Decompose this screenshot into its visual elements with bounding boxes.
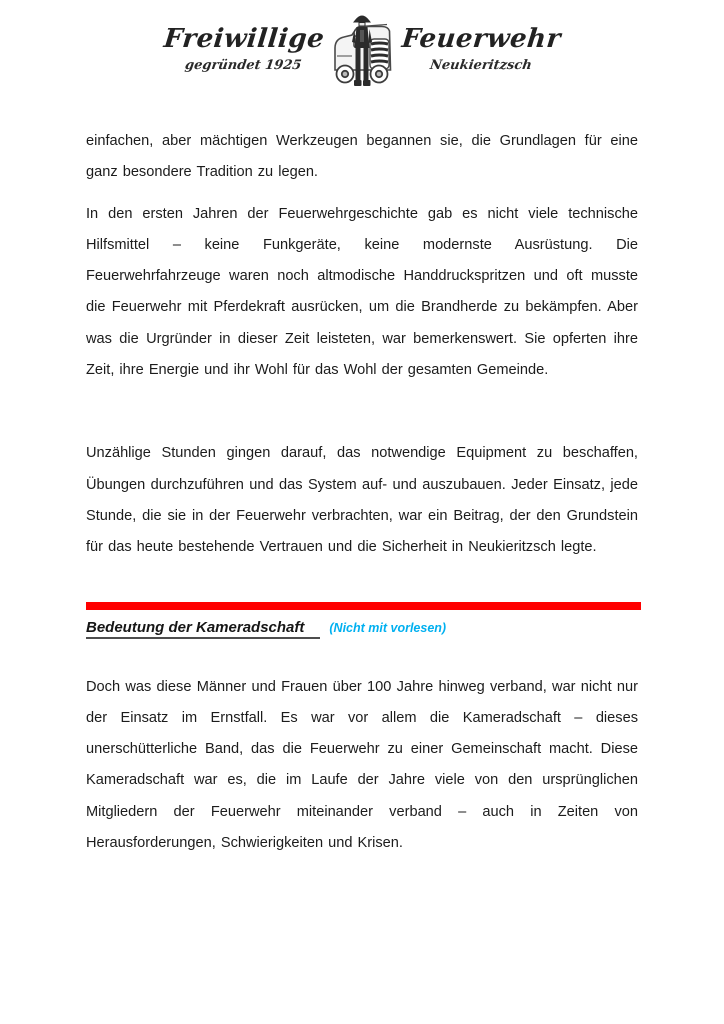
logo-title-left: Freiwillige — [161, 24, 326, 54]
logo-left-block — [161, 12, 326, 73]
document-body — [0, 96, 724, 859]
fire-truck-icon — [330, 12, 396, 94]
logo-right-block — [402, 12, 561, 73]
paragraph-intro: einfachen, aber mächtigen Werkzeugen begannen sie, die Grundlagen für eine ganz besondere Tradition zu legen. — [86, 133, 638, 181]
paragraph-early-years: In den ersten Jahren der Feuerwehrgeschichte gab es nicht viele technische Hilfsmittel – keine Funkgeräte, keine modernste Ausrüstung. Die Feuerwehrfahrzeuge waren noch altmodische Handdruckspritzen und oft musste die Feuerwehr mit Pferdekraft ausrücken, um die Brandherde zu bekämpfen. Aber was die Urgründer in dieser Zeit leisteten, war bemerkenswert. Sie opferten ihre Zeit, ihre Energie und ihr Wohl für das Wohl der gesamten Gemeinde. — [86, 205, 638, 379]
blank-line — [86, 396, 638, 438]
paragraph-kameradschaft: Doch was diese Männer und Frauen über 100 Jahre hinweg verband, war nicht nur der Einsatz im Ernstfall. Es war vor allem die Kameradschaft – dieses unerschütterliche Band, das die Feuerwehr zu einer Gemeinschaft macht. Diese Kameradschaft war es, die im Laufe der Jahre viele von den ursprünglichen Mitgliedern der Feuerwehr miteinander verband – auch in Zeiten von Herausforderungen, Schwierigkeiten und Krisen. — [86, 678, 638, 852]
red-divider — [86, 602, 641, 610]
logo-header — [0, 0, 724, 96]
paragraph-countless-hours: Unzählige Stunden gingen darauf, das notwendige Equipment zu beschaffen, Übungen durchzuführen und das System auf- und auszubauen. Jeder Einsatz, jede Stunde, die sie in der Feuerwehr verbrachten, war ein Beitrag, der den Grundstein für das heute bestehende Vertrauen und die Sicherheit in Neukieritzsch legte. — [86, 445, 638, 556]
heading-text: Bedeutung der Kameradschaft — [86, 619, 320, 639]
logo-subtitle-right: Neukieritzsch — [429, 58, 534, 73]
logo-subtitle-left: gegründet 1925 — [184, 58, 303, 73]
heading-annotation: (Nicht mit vorlesen) — [329, 620, 447, 635]
section-heading — [86, 619, 638, 639]
logo-title-right: Feuerwehr — [400, 24, 563, 54]
blank-line — [86, 574, 638, 602]
